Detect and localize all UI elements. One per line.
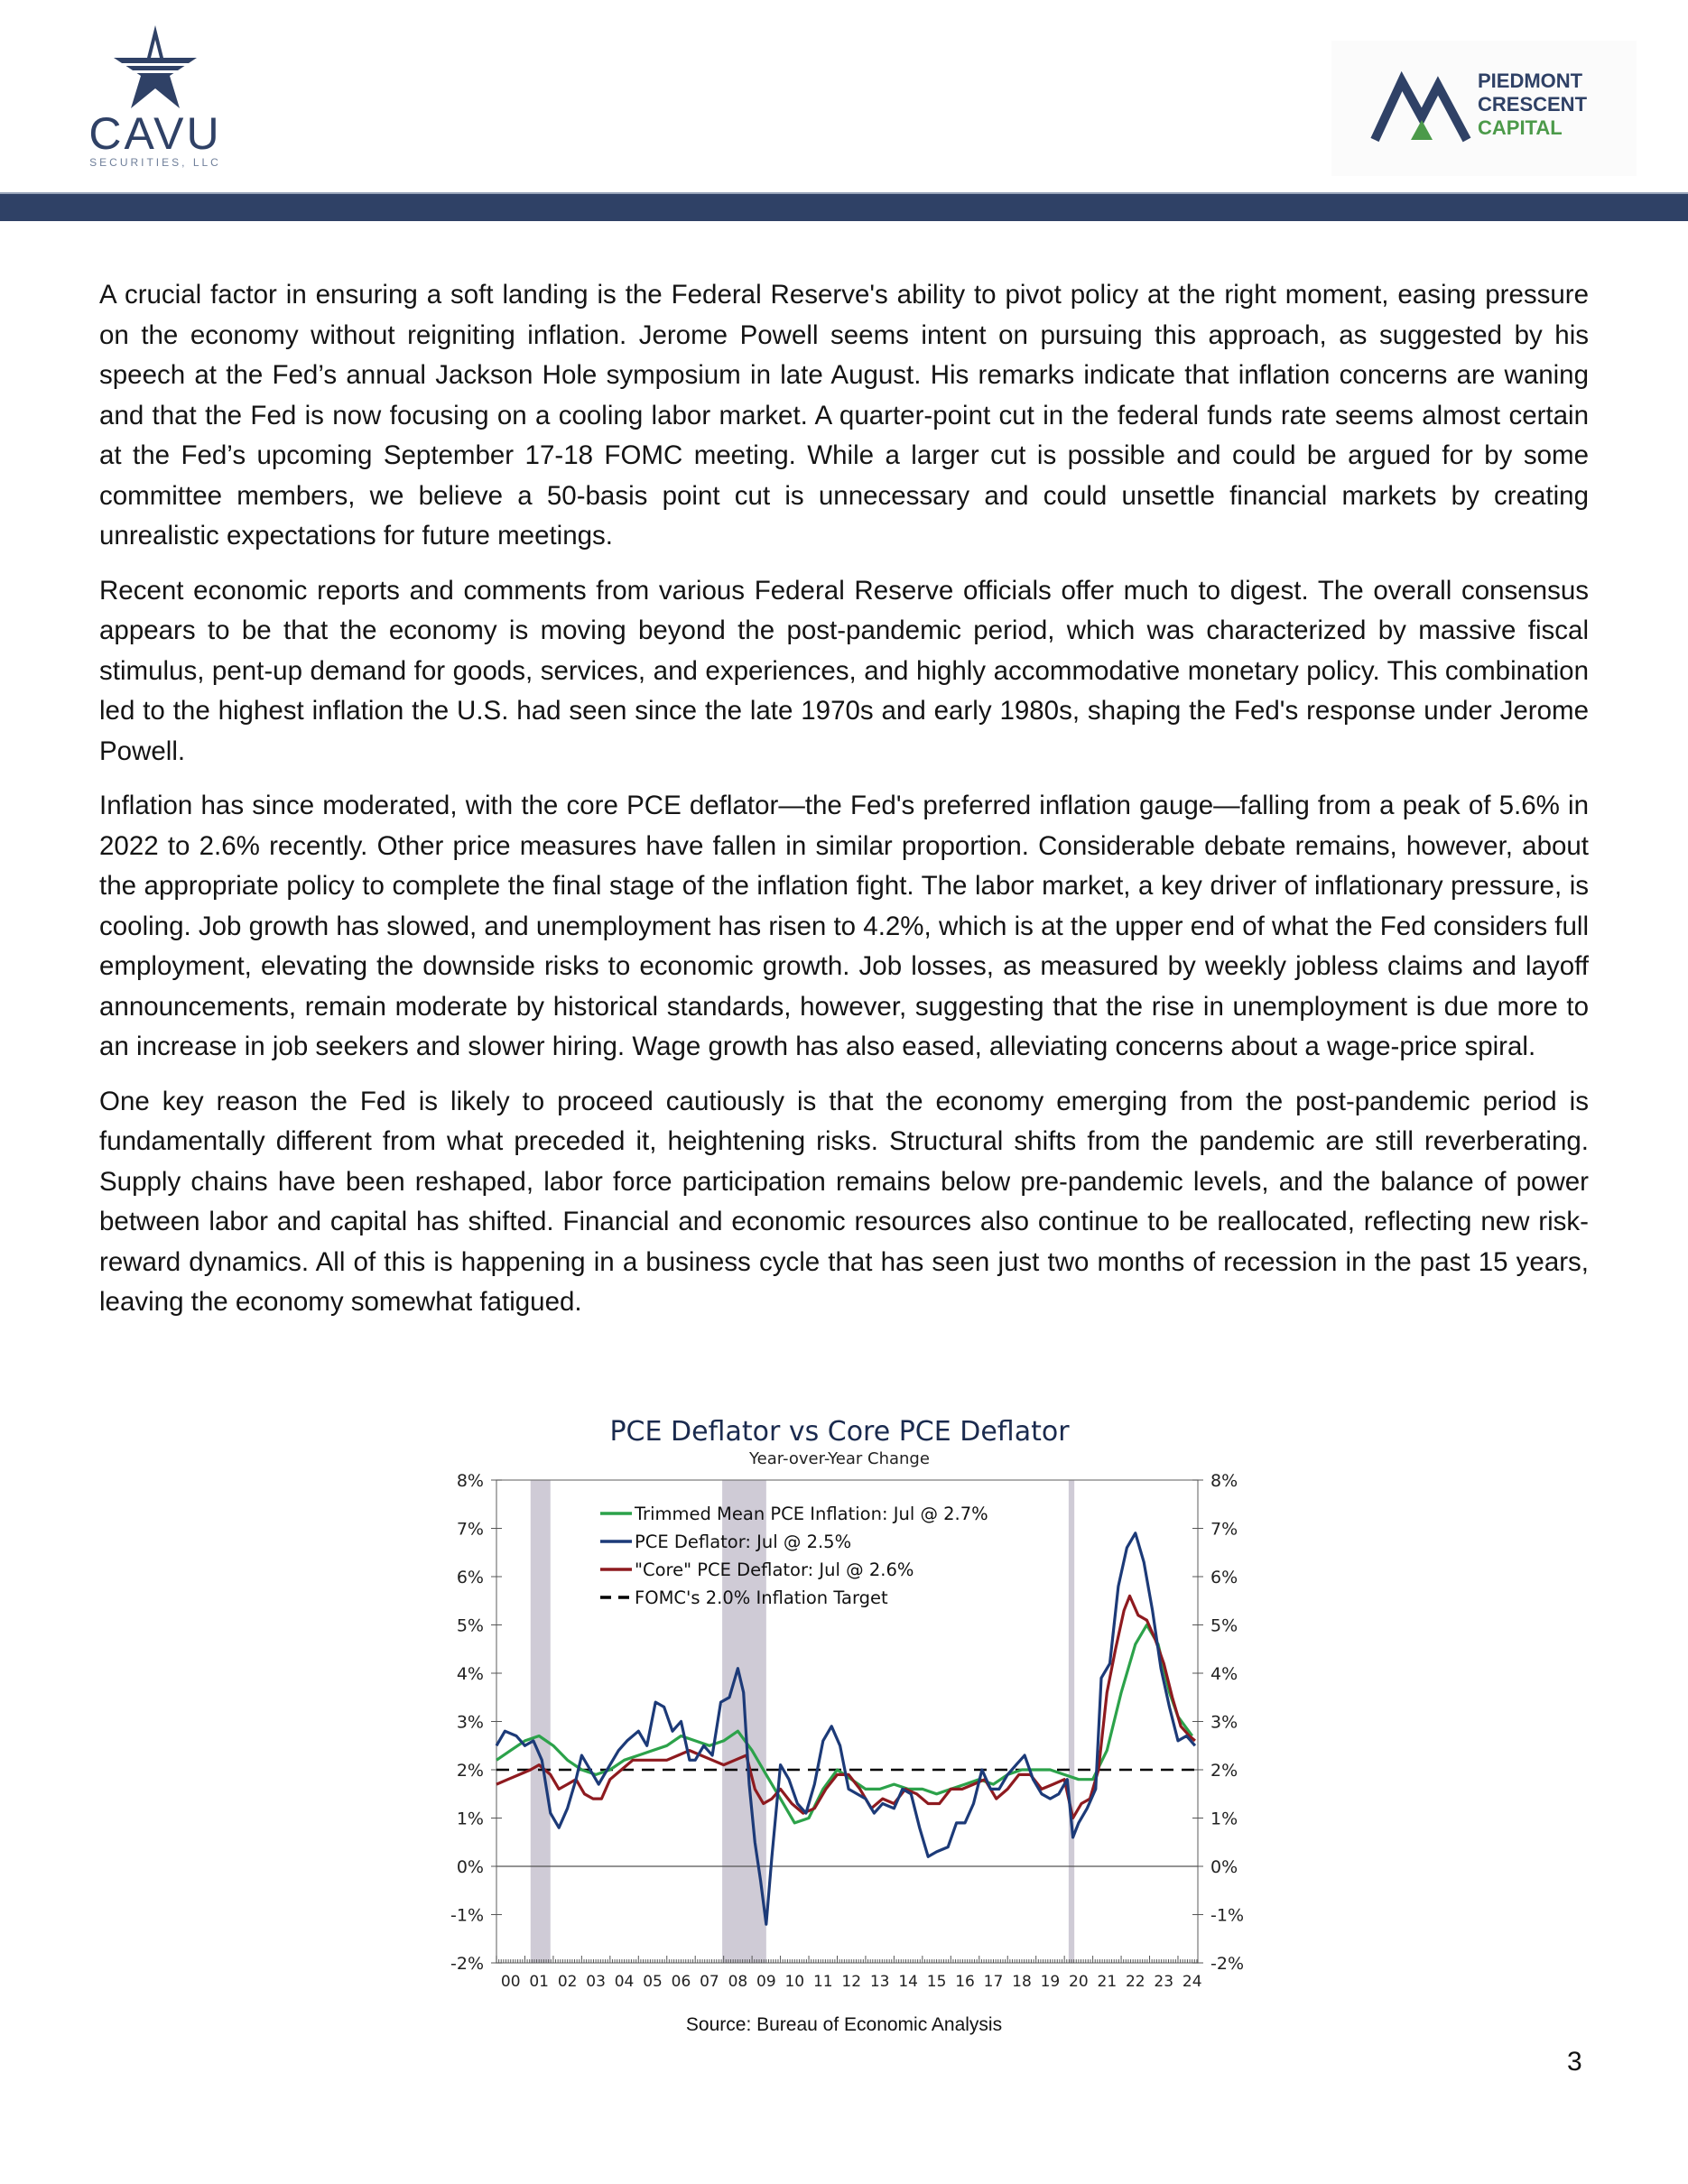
x-tick-label: 19 (1040, 1973, 1061, 1991)
chart-source: Source: Bureau of Economic Analysis (685, 2014, 1003, 2035)
pce-chart (424, 1408, 1244, 2031)
y-tick-label-right: 2% (1210, 1761, 1238, 1781)
pce-chart-container (424, 1408, 1244, 2031)
star-icon (114, 25, 197, 108)
y-tick-label-left: -1% (450, 1905, 484, 1926)
y-tick-label-right: 6% (1210, 1568, 1238, 1587)
y-tick-label-left: 2% (456, 1761, 484, 1781)
paragraph-1: A crucial factor in ensuring a soft landing is the Federal Reserve's ability to pivot policy at the right moment, easing pressure on the economy without reigniting inflation. Jerome Powell seems intent on pursuing this approach, as suggested by his speech at the Fed’s annual Jackson Hole symposium in late August. His remarks indicate that inflation concerns are waning and that the Fed is now focusing on a cooling labor market. A quarter-point cut in the federal funds rate seems almost certain at the Fed’s upcoming September 17-18 FOMC meeting. While a larger cut is possible and could be argued for by some committee members, we believe a 50-basis point cut is unnecessary and could unsettle financial markets by creating unrealistic expectations for future meetings. (99, 280, 1589, 551)
x-tick-label: 16 (955, 1973, 975, 1991)
legend-label-3: "Core" PCE Deflator: Jul @ 2.6% (635, 1559, 914, 1580)
y-tick-label-right: 8% (1210, 1471, 1238, 1491)
y-tick-label-right: 5% (1210, 1615, 1238, 1636)
x-tick-label: 08 (728, 1973, 748, 1991)
y-tick-label-left: 8% (456, 1471, 484, 1491)
y-tick-label-right: 1% (1210, 1809, 1238, 1829)
x-tick-label: 15 (926, 1973, 947, 1991)
x-tick-label: 02 (557, 1973, 578, 1991)
y-tick-label-right: 0% (1210, 1857, 1238, 1877)
series-line-3 (496, 1596, 1195, 1818)
piedmont-crescent-capital-logo (1331, 41, 1637, 176)
legend-label-1: Trimmed Mean PCE Inflation: Jul @ 2.7% (635, 1504, 988, 1524)
legend-label-2: PCE Deflator: Jul @ 2.5% (635, 1532, 852, 1552)
cavu-subtitle: SECURITIES, LLC (89, 156, 221, 169)
chart-title: PCE Deflator vs Core PCE Deflator (609, 1416, 1070, 1448)
piedmont-line2: CRESCENT (1478, 93, 1588, 116)
page-number: 3 (1567, 2047, 1582, 2077)
x-tick-label: 14 (898, 1973, 918, 1991)
y-tick-label-left: 4% (456, 1664, 484, 1684)
x-tick-label: 06 (671, 1973, 691, 1991)
y-tick-label-left: 7% (456, 1519, 484, 1540)
x-tick-label: 20 (1069, 1973, 1089, 1991)
x-tick-label: 24 (1182, 1973, 1202, 1991)
x-tick-label: 21 (1097, 1973, 1118, 1991)
cavu-name: CAVU (88, 108, 222, 159)
y-tick-label-right: 3% (1210, 1712, 1238, 1733)
x-tick-label: 03 (586, 1973, 606, 1991)
plot-frame (496, 1480, 1198, 1963)
x-tick-label: 18 (1012, 1973, 1032, 1991)
x-tick-label: 05 (643, 1973, 663, 1991)
recession-band-1 (531, 1480, 551, 1963)
chart-subtitle: Year-over-Year Change (749, 1449, 930, 1468)
y-tick-label-left: 0% (456, 1857, 484, 1877)
piedmont-line1: PIEDMONT (1478, 69, 1583, 92)
x-tick-label: 10 (784, 1973, 805, 1991)
x-tick-label: 00 (500, 1973, 521, 1991)
x-tick-label: 12 (841, 1973, 862, 1991)
x-tick-label: 23 (1154, 1973, 1174, 1991)
y-tick-label-left: 5% (456, 1615, 484, 1636)
x-tick-label: 22 (1125, 1973, 1145, 1991)
y-tick-label-left: 1% (456, 1809, 484, 1829)
series-line-1 (496, 1625, 1192, 1823)
y-tick-label-left: -2% (450, 1954, 484, 1974)
paragraph-3: Inflation has since moderated, with the core PCE deflator—the Fed's preferred inflation gauge—falling from a peak of 5.6% in 2022 to 2.6% recently. Other price measures have fallen in similar proportion. Considerable debate remains, however, about the appropriate policy to complete the final stage of the inflation fight. The labor market, a key driver of inflationary pressure, is cooling. Job growth has slowed, and unemployment has risen to 4.2%, which is at the upper end of what the Fed considers full employment, elevating the downside risks to economic growth. Job losses, as measured by weekly jobless claims and layoff announcements, remain moderate by historical standards, however, suggesting that the rise in unemployment is due more to an increase in job seekers and slower hiring. Wage growth has also eased, alleviating concerns about a wage-price spiral. (99, 791, 1589, 1061)
x-tick-label: 11 (812, 1973, 833, 1991)
paragraph-4: One key reason the Fed is likely to proceed cautiously is that the economy emerging from the post-pandemic period is fundamentally different from what preceded it, heightening risks. Structural shifts from the pandemic are still reverberating. Supply chains have been reshaped, labor force participation remains below pre-pandemic levels, and the balance of power between labor and capital has shifted. Financial and economic resources also continue to be reallocated, reflecting new risk-reward dynamics. All of this is happening in a business cycle that has seen just two months of recession in the past 15 years, leaving the economy somewhat fatigued. (99, 1086, 1589, 1317)
recession-band-3 (1069, 1480, 1074, 1963)
legend-label-4: FOMC's 2.0% Inflation Target (635, 1587, 888, 1608)
article-body (99, 275, 1589, 1337)
y-tick-label-right: 4% (1210, 1664, 1238, 1684)
x-tick-label: 07 (700, 1973, 719, 1991)
y-tick-label-left: 3% (456, 1712, 484, 1733)
paragraph-2: Recent economic reports and comments from various Federal Reserve officials offer much to digest. The overall consensus appears to be that the economy is moving beyond the post-pandemic period, which was characterized by massive fiscal stimulus, pent-up demand for goods, services, and experiences, and highly accommodative monetary policy. This combination led to the highest inflation the U.S. had seen since the late 1970s and early 1980s, shaping the Fed's response under Jerome Powell. (99, 575, 1589, 766)
piedmont-line3: CAPITAL (1478, 116, 1563, 139)
x-tick-label: 01 (529, 1973, 550, 1991)
page-header (0, 0, 1688, 226)
cavu-securities-logo (77, 20, 235, 173)
x-tick-label: 17 (983, 1973, 1004, 1991)
y-tick-label-right: 7% (1210, 1519, 1238, 1540)
x-tick-label: 04 (614, 1973, 635, 1991)
x-tick-label: 09 (756, 1973, 776, 1991)
y-tick-label-left: 6% (456, 1568, 484, 1587)
header-divider-bar (0, 194, 1688, 221)
y-tick-label-right: -2% (1210, 1954, 1244, 1974)
y-tick-label-right: -1% (1210, 1905, 1244, 1926)
x-tick-label: 13 (869, 1973, 890, 1991)
